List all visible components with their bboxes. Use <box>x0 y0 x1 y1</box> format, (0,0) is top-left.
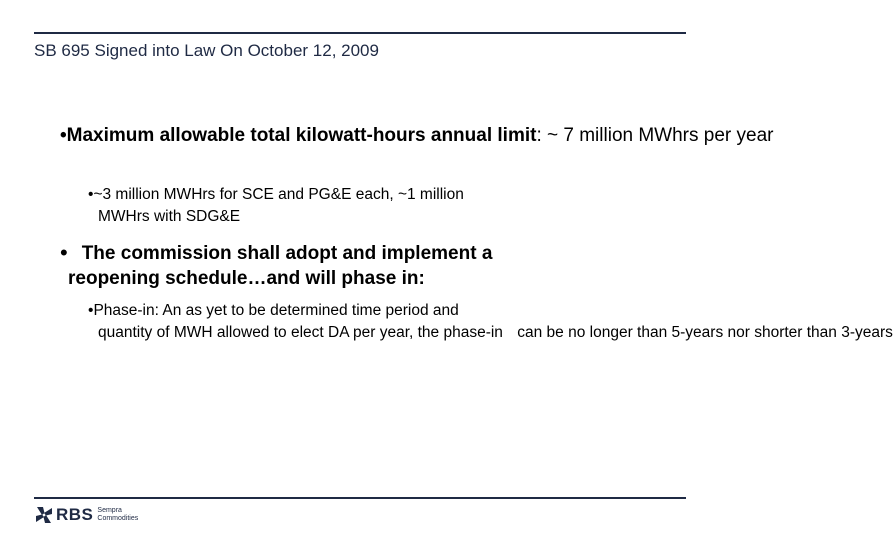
bullet-item-2 <box>60 240 492 291</box>
sub-bullet-1 <box>88 184 464 228</box>
bullet-1-marker: • <box>60 125 67 146</box>
bullet-2-marker: • <box>60 240 68 265</box>
sub-bullet-2-line-1 <box>88 300 893 322</box>
sub-bullet-1-text-1: ~3 million MWHrs for SCE and PG&E each, ~1 million <box>93 186 464 203</box>
bullet-2-text-1: The commission shall adopt and implement a <box>81 243 493 264</box>
bullet-2-text-2: reopening schedule…and will phase in: <box>68 268 425 289</box>
bullet-2-line-1 <box>60 240 492 266</box>
bullet-item-1 <box>60 123 774 148</box>
sub-bullet-1-text-2: MWHrs with SDG&E <box>98 208 241 225</box>
sub-bullet-2-text-2: quantity of MWH allowed to elect DA per year, the phase-in <box>98 324 503 341</box>
sub-bullet-2 <box>88 300 893 344</box>
bullet-1-rest-text: : ~ 7 million MWhrs per year <box>536 125 774 146</box>
rbs-daisy-icon <box>36 507 53 523</box>
rbs-logo <box>36 505 138 525</box>
sub-bullet-2-marker: • <box>88 302 94 319</box>
logo-sub-line-1: Sempra <box>97 507 122 514</box>
bullet-1-line-1 <box>60 123 774 148</box>
bottom-divider <box>34 497 686 499</box>
top-divider <box>34 32 686 34</box>
logo-subtitle <box>97 507 138 523</box>
sub-bullet-1-marker: • <box>88 186 94 203</box>
sub-bullet-2-text-1: Phase-in: An as yet to be determined time period and <box>93 302 459 319</box>
page-title: SB 695 Signed into Law On October 12, 2009 <box>34 41 379 60</box>
logo-text: RBS <box>56 505 94 524</box>
bullet-1-bold-text: Maximum allowable total kilowatt-hours annual limit <box>66 125 537 146</box>
sub-bullet-1-line-1 <box>88 184 464 206</box>
logo-sub-line-2: Commodities <box>97 515 139 522</box>
sub-bullet-2-text-3: can be no longer than 5-years nor shorter than 3-years <box>517 324 893 341</box>
